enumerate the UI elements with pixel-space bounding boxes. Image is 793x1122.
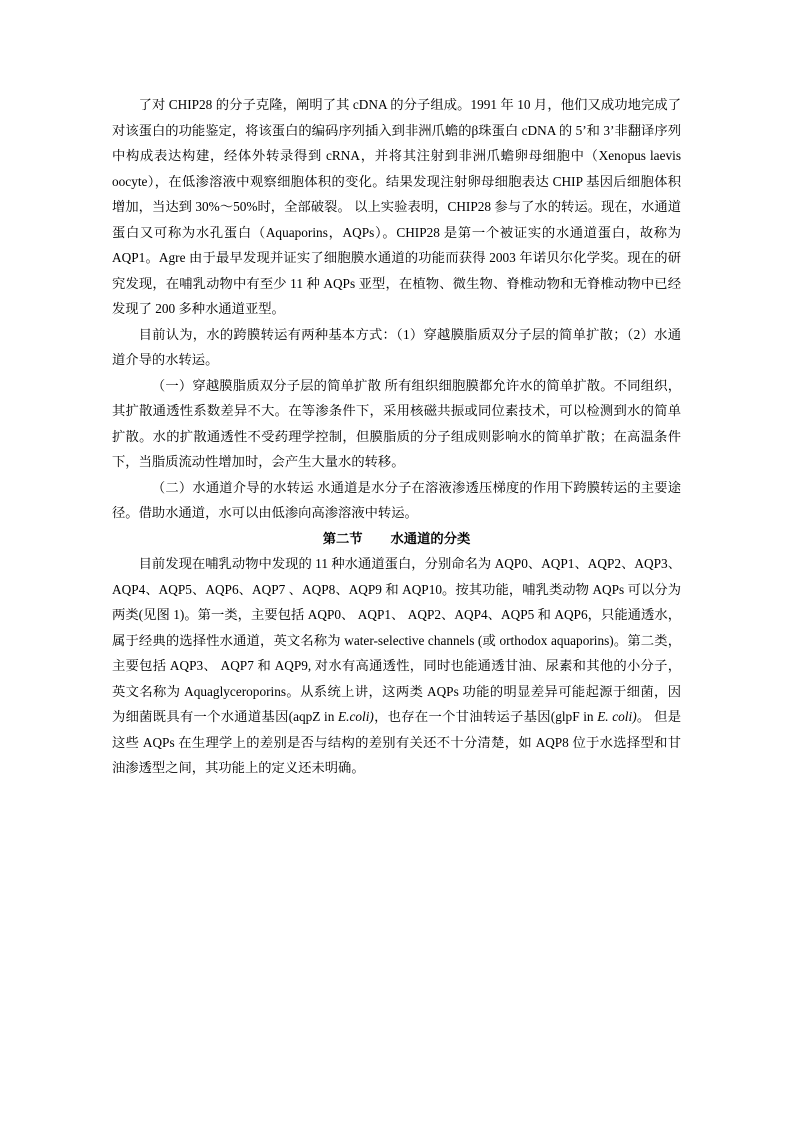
section-number: 第二节: [322, 530, 363, 546]
paragraph-4-water-channel-transport: （二）水通道介导的水转运 水通道是水分子在溶液渗透压梯度的作用下跨膜转运的主要途径。借助水通道，水可以由低渗向高渗溶液中转运。: [112, 479, 681, 521]
paragraph-2: 目前认为，水的跨膜转运有两种基本方式：（1）穿越膜脂质双分子层的简单扩散；（2）水通道介导的水转运。: [112, 326, 681, 368]
text-run: ，也存在一个甘油转运子基因(glpF in: [373, 709, 598, 725]
paragraph-3-simple-diffusion: （一）穿越膜脂质双分子层的简单扩散 所有组织细胞膜都允许水的简单扩散。不同组织，其扩散通透性系数差异不大。在等渗条件下，采用核磁共振或同位素技术，可以检测到水的简单扩散。水的扩散通透性不受药理学控制，但膜脂质的分子组成则影响水的简单扩散；在高温条件下，当脂质流动性增加时，会产生大量水的转移。: [112, 377, 681, 470]
text-run: 。 但是这些 AQPs 在生理学上的差别是否与结构的差别有关还不十分清楚，如 AQP8 位于水选择型和甘油渗透型之间，其功能上的定义还未明确。: [112, 709, 682, 776]
species-name-italic: E.coli): [338, 709, 374, 725]
species-name-italic: E. coli): [597, 709, 637, 725]
paragraph-5-aqp-classification: [112, 551, 681, 781]
text-run: 目前发现在哺乳动物中发现的 11 种水通道蛋白，分别命名为 AQP0、AQP1、AQP2、AQP3、AQP4、AQP5、AQP6、AQP7 、AQP8、AQP9 和 AQP10。按其功能，哺乳类动物 AQPs 可以分为两类(见图 1)。第一类，主要包括 AQP0、 AQP1、 AQP2、AQP4、AQP5 和 AQP6，只能通透水，属于经典的选择性水通道，英文名称为 water-selective channels (或 orthodox aquaporins)。第二类，主要包括 AQP3、 AQP7 和 AQP9, 对水有高通透性，同时也能通透甘油、尿素和其他的小分子，英文名称为 Aquaglyceroporins。从系统上讲，这两类 AQPs 功能的明显差异可能起源于细菌，因为细菌既具有一个水通道基因(aqpZ in: [112, 556, 681, 725]
document-body: [112, 92, 681, 781]
paragraph-1: 了对 CHIP28 的分子克隆，阐明了其 cDNA 的分子组成。1991 年 10 月，他们又成功地完成了对该蛋白的功能鉴定，将该蛋白的编码序列插入到非洲爪蟾的β珠蛋白 cDNA 的 5’和 3’非翻译序列中构成表达构建，经体外转录得到 cRNA，并将其注射到非洲爪蟾卵母细胞中（Xenopus laevis oocyte），在低渗溶液中观察细胞体积的变化。结果发现注射卵母细胞表达 CHIP 基因后细胞体积增加，当达到 30%～50%时，全部破裂。 以上实验表明，CHIP28 参与了水的转运。现在，水通道蛋白又可称为水孔蛋白（Aquaporins，AQPs）。CHIP28 是第一个被证实的水通道蛋白，故称为 AQP1。Agre 由于最早发现并证实了细胞膜水通道的功能而获得 2003 年诺贝尔化学奖。现在的研究发现，在哺乳动物中有至少 11 种 AQPs 亚型，在植物、微生物、脊椎动物和无脊椎动物中已经发现了 200 多种水通道亚型。: [112, 97, 681, 317]
section-title: 水通道的分类: [390, 530, 471, 546]
section-heading: [112, 526, 681, 552]
